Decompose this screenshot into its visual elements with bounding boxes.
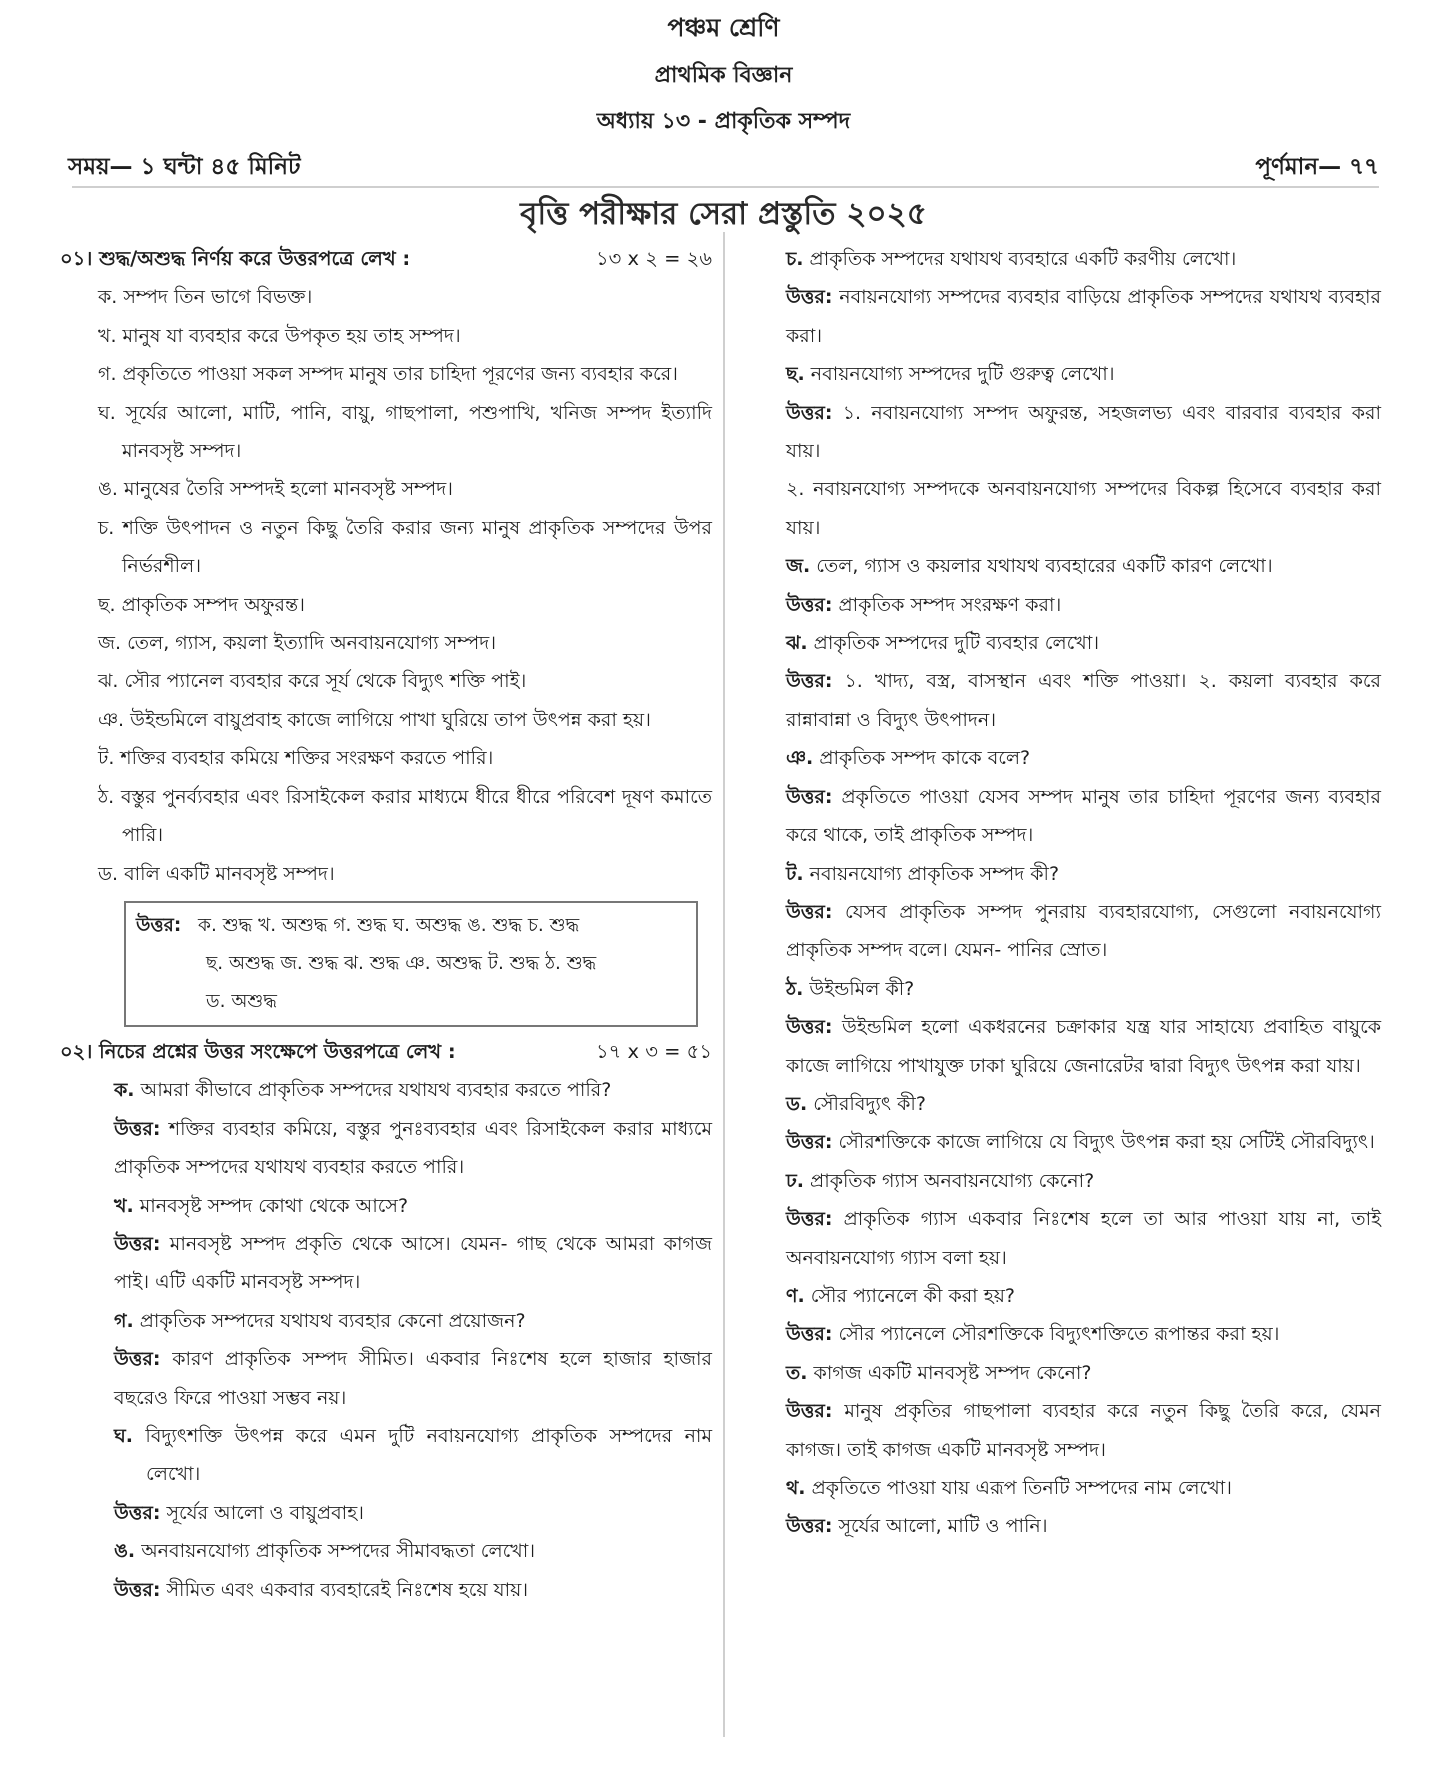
statement-item: ছ. প্রাকৃতিক সম্পদ অফুরন্ত।: [98, 593, 305, 616]
question-text: কাগজ একটি মানবসৃষ্ট সম্পদ কেনো?: [813, 1361, 1092, 1384]
answer-text: মানুষ প্রকৃতির গাছপালা ব্যবহার করে নতুন কিছু তৈরি করে, যেমন কাগজ। তাই কাগজ একটি মানবসৃষ্ট সম্পদ।: [786, 1400, 1381, 1461]
answer-text: প্রকৃতিতে পাওয়া যেসব সম্পদ মানুষ তার চাহিদা পূরণের জন্য ব্যবহার করে থাকে, তাই প্রাকৃতিক সম্পদ।: [786, 785, 1381, 847]
section1-answer-box: [124, 901, 698, 1027]
question: [786, 739, 1381, 777]
answer: [786, 394, 1381, 471]
answer: [786, 1507, 1381, 1545]
section1-marks: ১৩ x ২ = ২৬: [595, 247, 712, 270]
question-text: আমরা কীভাবে প্রাকৃতিক সম্পদের যথাযথ ব্যবহার করতে পারি?: [140, 1079, 612, 1102]
question-label: থ.: [786, 1477, 806, 1499]
answer-text: উইন্ডমিল হলো একধরনের চক্রাকার যন্ত্র যার সাহায্যে প্রবাহিত বায়ুকে কাজে লাগিয়ে পাখাযুক্ত ঢাকা ঘুরিয়ে জেনারেটর দ্বারা বিদ্যুৎ উৎপন্ন করা যায়।: [786, 1016, 1381, 1077]
answer: [114, 1225, 712, 1302]
question-text: প্রাকৃতিক সম্পদের দুটি ব্যবহার লেখো।: [813, 632, 1100, 655]
time-label: সময়— ১ ঘন্টা ৪৫ মিনিট: [68, 154, 301, 180]
question-label: ণ.: [786, 1284, 805, 1307]
statement-item: ক. সম্পদ তিন ভাগে বিভক্ত।: [98, 286, 313, 309]
statement-item: ঘ. সূর্যের আলো, মাটি, পানি, বায়ু, গাছপালা, পশুপাখি, খনিজ সম্পদ ইত্যাদি মানবসৃষ্ট সম্পদ।: [98, 401, 712, 463]
answer: [786, 1123, 1381, 1161]
answer-text: ২. নবায়নযোগ্য সম্পদকে অনবায়নযোগ্য সম্পদের বিকল্প হিসেবে ব্যবহার করা যায়।: [786, 478, 1381, 539]
banner-title: বৃত্তি পরীক্ষার সেরা প্রস্তুতি ২০২৫: [520, 196, 927, 232]
question-label: ক.: [114, 1079, 135, 1102]
question-text: প্রকৃতিতে পাওয়া যায় এরূপ তিনটি সম্পদের নাম লেখো।: [811, 1477, 1232, 1499]
question: [786, 1162, 1381, 1200]
question-label: ঙ.: [114, 1540, 136, 1563]
question-text: উইন্ডমিল কী?: [809, 977, 915, 1000]
answer-label: উত্তর:: [786, 401, 833, 424]
question-text: প্রাকৃতিক সম্পদ কাকে বলে?: [819, 747, 1031, 770]
answer-label: উত্তর:: [114, 1501, 161, 1524]
section2-left-block: [60, 1071, 712, 1609]
answer-label: উত্তর:: [786, 1515, 833, 1538]
question: [786, 355, 1381, 393]
question-label: ছ.: [786, 363, 805, 386]
answer: [786, 1315, 1381, 1353]
section1-heading: [60, 240, 712, 278]
question-label: ঠ.: [786, 977, 804, 1000]
section2-marks: ১৭ x ৩ = ৫১: [596, 1039, 712, 1063]
answer-label: উত্তর:: [786, 1400, 833, 1423]
answer-label: উত্তর:: [786, 286, 833, 309]
question: [786, 1469, 1381, 1507]
answer-continued: [786, 470, 1381, 547]
question-label: ত.: [786, 1361, 808, 1384]
answer-line: ছ. অশুদ্ধ জ. শুদ্ধ ঝ. শুদ্ধ ঞ. অশুদ্ধ ট. শুদ্ধ ঠ. শুদ্ধ: [206, 952, 597, 974]
answer-text: প্রাকৃতিক গ্যাস একবার নিঃশেষ হলে তা আর পাওয়া যায় না, তাই অনবায়নযোগ্য গ্যাস বলা হয়।: [786, 1208, 1381, 1269]
question: [114, 1417, 712, 1494]
question-label: জ.: [786, 555, 811, 578]
question: [114, 1532, 712, 1570]
answer-label: উত্তর:: [114, 1117, 161, 1140]
question-label: ট.: [786, 862, 804, 885]
answer-text: মানবসৃষ্ট সম্পদ প্রকৃতি থেকে আসে। যেমন- গাছ থেকে আমরা কাগজ পাই। এটি একটি মানবসৃষ্ট সম্পদ।: [114, 1232, 712, 1294]
class-title: পঞ্চম শ্রেণি: [667, 13, 780, 42]
subject-title: প্রাথমিক বিজ্ঞান: [654, 63, 793, 88]
answer-text: সৌর প্যানেলে সৌরশক্তিকে বিদ্যুৎশক্তিতে রূপান্তর করা হয়।: [838, 1323, 1280, 1346]
statement-item: ড. বালি একটি মানবসৃষ্ট সম্পদ।: [98, 862, 335, 885]
question: [786, 624, 1381, 662]
statement-item: চ. শক্তি উৎপাদন ও নতুন কিছু তৈরি করার জন্য মানুষ প্রাকৃতিক সম্পদের উপর নির্ভরশীল।: [98, 516, 712, 578]
section1-title: ০১। শুদ্ধ/অশুদ্ধ নির্ণয় করে উত্তরপত্রে লেখ :: [60, 247, 411, 270]
answer-label: উত্তর:: [786, 670, 833, 693]
answer: [114, 1494, 712, 1532]
answer: [786, 1008, 1381, 1085]
question-text: প্রাকৃতিক সম্পদের যথাযথ ব্যবহারে একটি করণীয় লেখো।: [809, 248, 1237, 270]
question: [786, 1277, 1381, 1315]
left-column: [60, 240, 712, 1609]
statement-item: ঝ. সৌর প্যানেল ব্যবহার করে সূর্য থেকে বিদ্যুৎ শক্তি পাই।: [98, 670, 527, 693]
question-text: প্রাকৃতিক গ্যাস অনবায়নযোগ্য কেনো?: [810, 1169, 1095, 1192]
chapter-title: অধ্যায় ১৩ - প্রাকৃতিক সম্পদ: [596, 109, 851, 134]
statement-item: ঞ. উইন্ডমিলে বায়ুপ্রবাহ কাজে লাগিয়ে পাখা ঘুরিয়ে তাপ উৎপন্ন করা হয়।: [98, 708, 651, 731]
right-column: [786, 240, 1381, 1546]
answer-label: উত্তর:: [786, 1323, 833, 1346]
statement-item: খ. মানুষ যা ব্যবহার করে উপকৃত হয় তাহ সম্পদ।: [98, 324, 461, 347]
question-text: নবায়নযোগ্য সম্পদের দুটি গুরুত্ব লেখো।: [810, 363, 1115, 386]
question-label: খ.: [114, 1194, 134, 1217]
question: [114, 1071, 712, 1109]
answer-text: সীমিত এবং একবার ব্যবহারেই নিঃশেষ হয়ে যায়।: [166, 1578, 529, 1601]
question-label: ঢ.: [786, 1169, 804, 1192]
answer: [114, 1110, 712, 1187]
answer: [114, 1340, 712, 1417]
answer-label: উত্তর:: [786, 900, 833, 923]
answer-label: উত্তর:: [786, 1131, 833, 1154]
column-divider: [723, 232, 725, 1737]
question: [786, 547, 1381, 585]
answer-label: উত্তর:: [114, 1232, 161, 1255]
question: [114, 1187, 712, 1225]
section2-title: ০২। নিচের প্রশ্নের উত্তর সংক্ষেপে উত্তরপত্রে লেখ :: [60, 1039, 456, 1063]
answer: [786, 1200, 1381, 1277]
question-text: মানবসৃষ্ট সম্পদ কোথা থেকে আসে?: [139, 1194, 409, 1217]
question: [786, 240, 1381, 278]
question: [786, 1085, 1381, 1123]
answer-line: ড. অশুদ্ধ: [206, 990, 277, 1012]
question-label: ঝ.: [786, 632, 808, 655]
answer-line: ক. শুদ্ধ খ. অশুদ্ধ গ. শুদ্ধ ঘ. অশুদ্ধ ঙ. শুদ্ধ চ. শুদ্ধ: [198, 914, 580, 936]
answer-label: উত্তর:: [114, 1578, 161, 1601]
answer-text: ১. খাদ্য, বস্ত্র, বাসস্থান এবং শক্তি পাওয়া। ২. কয়লা ব্যবহার করে রান্নাবান্না ও বিদ্যুৎ উৎপাদন।: [786, 670, 1381, 731]
answer-label: উত্তর:: [136, 914, 182, 936]
question-text: প্রাকৃতিক সম্পদের যথাযথ ব্যবহার কেনো প্রয়োজন?: [139, 1309, 526, 1332]
statement-item: ঠ. বস্তুর পুনর্ব্যবহার এবং রিসাইকেল করার মাধ্যমে ধীরে ধীরে পরিবেশ দূষণ কমাতে পারি।: [98, 785, 712, 847]
section2-heading: [60, 1033, 712, 1071]
statement-item: গ. প্রকৃতিতে পাওয়া সকল সম্পদ মানুষ তার চাহিদা পূরণের জন্য ব্যবহার করে।: [98, 363, 678, 386]
question-text: তেল, গ্যাস ও কয়লার যথাযথ ব্যবহারের একটি কারণ লেখো।: [816, 555, 1273, 578]
answer-text: সূর্যের আলো, মাটি ও পানি।: [838, 1515, 1048, 1538]
question: [786, 855, 1381, 893]
question: [786, 970, 1381, 1008]
question-label: ড.: [786, 1092, 808, 1115]
question-text: নবায়নযোগ্য প্রাকৃতিক সম্পদ কী?: [809, 862, 1060, 885]
answer-text: নবায়নযোগ্য সম্পদের ব্যবহার বাড়িয়ে প্রাকৃতিক সম্পদের যথাযথ ব্যবহার করা।: [786, 286, 1381, 347]
answer-text: যেসব প্রাকৃতিক সম্পদ পুনরায় ব্যবহারযোগ্য, সেগুলো নবায়নযোগ্য প্রাকৃতিক সম্পদ বলে। যেমন- পানির স্রোত।: [786, 900, 1381, 962]
answer-text: শক্তির ব্যবহার কমিয়ে, বস্তুর পুনঃব্যবহার এবং রিসাইকেল করার মাধ্যমে প্রাকৃতিক সম্পদের যথাযথ ব্যবহার করতে পারি।: [114, 1117, 712, 1179]
answer: [786, 778, 1381, 855]
answer-label: উত্তর:: [786, 785, 833, 808]
full-marks-label: পূর্ণমান— ৭৭: [1255, 154, 1379, 180]
question-text: বিদ্যুৎশক্তি উৎপন্ন করে এমন দুটি নবায়নযোগ্য প্রাকৃতিক সম্পদের নাম লেখো।: [145, 1424, 712, 1486]
answer: [786, 1392, 1381, 1469]
statement-item: ট. শক্তির ব্যবহার কমিয়ে শক্তির সংরক্ষণ করতে পারি।: [98, 747, 494, 770]
question-label: ঞ.: [786, 747, 814, 770]
answer-label: উত্তর:: [786, 1016, 833, 1039]
answer: [114, 1571, 712, 1609]
answer-text: ১. নবায়নযোগ্য সম্পদ অফুরন্ত, সহজলভ্য এবং বারবার ব্যবহার করা যায়।: [786, 401, 1381, 463]
question: [786, 1354, 1381, 1392]
answer-text: সূর্যের আলো ও বায়ুপ্রবাহ।: [166, 1501, 364, 1524]
question-label: চ.: [786, 248, 804, 270]
answer-text: প্রাকৃতিক সম্পদ সংরক্ষণ করা।: [838, 593, 1062, 616]
question-label: গ.: [114, 1309, 134, 1332]
answer-text: সৌরশক্তিকে কাজে লাগিয়ে যে বিদ্যুৎ উৎপন্ন করা হয় সেটিই সৌরবিদ্যুৎ।: [838, 1131, 1375, 1154]
answer: [786, 278, 1381, 355]
question-text: সৌর প্যানেলে কী করা হয়?: [810, 1284, 1015, 1307]
statement-item: জ. তেল, গ্যাস, কয়লা ইত্যাদি অনবায়নযোগ্য সম্পদ।: [98, 632, 497, 655]
answer-label: উত্তর:: [786, 1208, 833, 1231]
answer: [786, 662, 1381, 739]
answer: [786, 586, 1381, 624]
question-text: অনবায়নযোগ্য প্রাকৃতিক সম্পদের সীমাবদ্ধতা লেখো।: [141, 1540, 536, 1563]
answer: [786, 893, 1381, 970]
answer-label: উত্তর:: [786, 593, 833, 616]
header-divider: [72, 186, 1379, 188]
question-text: সৌরবিদ্যুৎ কী?: [813, 1092, 926, 1115]
statement-item: ঙ. মানুষের তৈরি সম্পদই হলো মানবসৃষ্ট সম্পদ।: [98, 478, 453, 501]
answer-text: কারণ প্রাকৃতিক সম্পদ সীমিত। একবার নিঃশেষ হলে হাজার হাজার বছরেও ফিরে পাওয়া সম্ভব নয়।: [114, 1348, 712, 1409]
question-label: ঘ.: [114, 1424, 133, 1447]
question: [114, 1302, 712, 1340]
answer-label: উত্তর:: [114, 1348, 161, 1371]
